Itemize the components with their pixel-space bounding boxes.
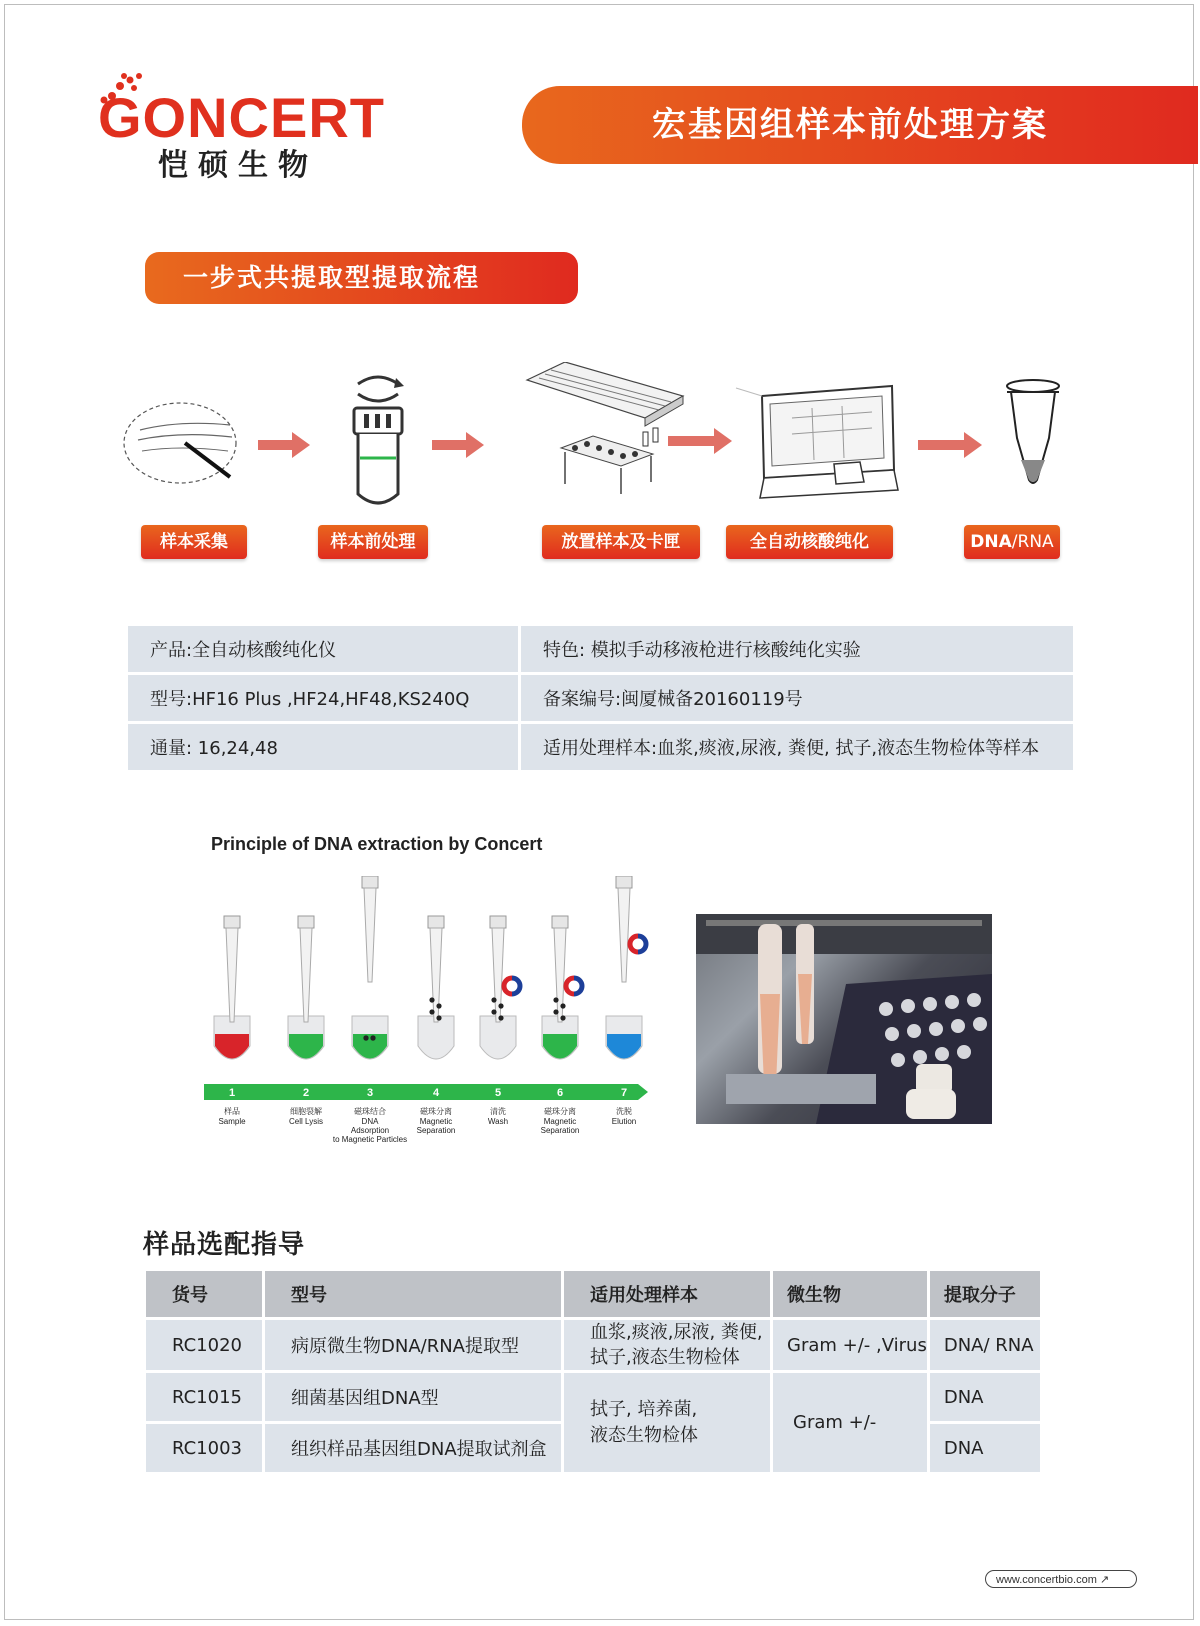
table-row — [145, 1319, 1042, 1372]
cell-microbe: Gram +/- — [772, 1372, 929, 1474]
step-number: 1 — [228, 1087, 236, 1099]
spec-samples: 适用处理样本:血浆,痰液,尿液, 粪便, 拭子,液态生物检体等样本 — [520, 723, 1075, 772]
step-number: 6 — [556, 1087, 564, 1099]
table-row — [128, 674, 1075, 723]
step-en-label: Magnetic — [419, 1117, 453, 1126]
cell-sample — [563, 1372, 772, 1474]
arrow-right-icon — [918, 430, 982, 460]
microcentrifuge-tube-icon — [1003, 378, 1063, 488]
pipette-tip — [300, 928, 312, 1022]
cell-sample-line: 拭子,液态生物检体 — [590, 1347, 740, 1368]
cell-model: 病原微生物DNA/RNA提取型 — [264, 1319, 563, 1372]
company-logo — [98, 70, 388, 190]
product-selection-table — [143, 1268, 1043, 1475]
cell-molecule: DNA — [928, 1372, 1041, 1423]
instrument-photo — [696, 914, 992, 1124]
step-en-label: Sample — [218, 1117, 246, 1126]
step-cn-label: 磁珠结合 — [354, 1107, 386, 1116]
cell-model: 组织样品基因组DNA提取试剂盒 — [264, 1423, 563, 1474]
magnetic-bead — [363, 1035, 368, 1040]
product-spec-table — [128, 626, 1076, 773]
cell-microbe: Gram +/- ,Virus — [772, 1319, 929, 1372]
magnetic-bead — [553, 1009, 558, 1014]
logo-chinese-name: 恺硕生物 — [158, 148, 318, 183]
magnetic-bead — [491, 997, 496, 1002]
website-url-text: www.concertbio.com — [996, 1574, 1097, 1586]
cell-sample-line: 拭子, 培养菌, — [590, 1398, 698, 1420]
principle-title: Principle of DNA extraction by Concert — [211, 834, 543, 854]
table-row — [145, 1372, 1042, 1423]
nucleic-acid-instrument-icon — [732, 378, 912, 500]
principle-step-3 — [333, 876, 407, 1144]
website-url[interactable] — [985, 1570, 1137, 1588]
step-en-label: Cell Lysis — [289, 1117, 323, 1126]
step-label-auto-purification: 全自动核酸纯化 — [726, 525, 893, 559]
step-label-dna: DNA — [970, 532, 1012, 552]
magnetic-bead — [498, 1015, 503, 1020]
tube-liquid — [215, 1034, 249, 1059]
cell-code: RC1003 — [145, 1423, 264, 1474]
magnet-icon — [574, 978, 582, 994]
magnetic-bead — [436, 1003, 441, 1008]
section-title: 一步式共提取型提取流程 — [183, 263, 481, 292]
cell-sample — [563, 1319, 772, 1372]
pipette-tip — [226, 928, 238, 1022]
spec-model: 型号:HF16 Plus ,HF24,HF48,KS240Q — [128, 674, 520, 723]
arrow-right-icon — [432, 430, 484, 460]
pipette-head — [552, 916, 568, 928]
magnetic-bead — [553, 997, 558, 1002]
table-row — [128, 723, 1075, 772]
pipette-photo-illustration — [696, 914, 992, 1124]
tube-liquid — [607, 1034, 641, 1059]
step-cn-label: 磁珠分离 — [544, 1107, 576, 1116]
spec-product: 产品:全自动核酸纯化仪 — [128, 626, 520, 674]
cartridge-rack-icon — [525, 362, 685, 497]
step-number: 2 — [302, 1087, 310, 1099]
arrow-right-icon — [258, 430, 310, 460]
magnetic-bead — [560, 1003, 565, 1008]
magnetic-bead — [491, 1009, 496, 1014]
section-banner — [145, 252, 578, 304]
cell-sample-line: 液态生物检体 — [590, 1424, 698, 1446]
header-microbe: 微生物 — [772, 1270, 929, 1319]
cell-sample-line: 血浆,痰液,尿液, 粪便, — [590, 1322, 763, 1343]
cursor-icon: ↗ — [1099, 1574, 1110, 1586]
magnetic-bead — [429, 997, 434, 1002]
header-sample: 适用处理样本 — [563, 1270, 772, 1319]
extraction-principle-diagram — [196, 876, 656, 1166]
step-number: 4 — [432, 1087, 440, 1099]
pipette-head — [362, 876, 378, 888]
step-en-label: DNA — [361, 1117, 379, 1126]
header-molecule: 提取分子 — [928, 1270, 1041, 1319]
step-en-label: Separation — [416, 1126, 456, 1135]
cell-molecule: DNA — [928, 1423, 1041, 1474]
spec-feature: 特色: 模拟手动移液枪进行核酸纯化实验 — [520, 626, 1075, 674]
principle-step-4 — [417, 916, 456, 1135]
step-cn-label: 清洗 — [490, 1107, 506, 1116]
arrow-right-icon — [668, 426, 732, 456]
tube-liquid — [543, 1034, 577, 1059]
header-model: 型号 — [264, 1270, 563, 1319]
magnetic-bead — [429, 1009, 434, 1014]
table-header-row — [145, 1270, 1042, 1319]
step-en-label: Magnetic — [543, 1117, 577, 1126]
cell-code: RC1020 — [145, 1319, 264, 1372]
step-cn-label: 细胞裂解 — [290, 1107, 322, 1116]
spec-registration: 备案编号:闽厦械备20160119号 — [520, 674, 1075, 723]
progress-band — [204, 1084, 648, 1100]
magnetic-bead — [370, 1035, 375, 1040]
principle-step-6 — [541, 916, 582, 1135]
pipette-head — [616, 876, 632, 888]
step-cn-label: 样品 — [224, 1107, 240, 1116]
step-en-label: Separation — [540, 1126, 580, 1135]
step-label-rna: /RNA — [1011, 532, 1054, 552]
step-en-label: to Magnetic Particles — [332, 1135, 408, 1144]
magnet-icon — [512, 978, 520, 994]
title-banner — [522, 86, 1198, 164]
step-cn-label: 洗脱 — [616, 1107, 632, 1116]
step-en-label: Wash — [487, 1117, 509, 1126]
cell-code: RC1015 — [145, 1372, 264, 1423]
pipette-head — [298, 916, 314, 928]
pipette-tip — [618, 888, 630, 982]
step-label-load-cartridge: 放置样本及卡匣 — [542, 525, 700, 559]
pipette-head — [224, 916, 240, 928]
step-label-dna-rna — [964, 525, 1060, 559]
magnetic-bead — [436, 1015, 441, 1020]
magnetic-bead — [498, 1003, 503, 1008]
tube-liquid — [289, 1034, 323, 1059]
step-number: 3 — [366, 1087, 374, 1099]
step-en-label: Adsorption — [350, 1126, 390, 1135]
magnet-icon — [638, 936, 646, 952]
tube-liquid — [353, 1034, 387, 1059]
step-number: 7 — [620, 1087, 628, 1099]
swab-sample-icon — [120, 395, 250, 495]
header-code: 货号 — [145, 1270, 264, 1319]
pipette-tip — [364, 888, 376, 982]
table-row — [128, 626, 1075, 674]
step-number: 5 — [494, 1087, 502, 1099]
cell-molecule: DNA/ RNA — [928, 1319, 1041, 1372]
step-en-label: Elution — [611, 1117, 637, 1126]
pipette-head — [490, 916, 506, 928]
guide-title: 样品选配指导 — [143, 1230, 306, 1260]
logo-wordmark: GONCERT — [98, 86, 385, 149]
spec-throughput: 通量: 16,24,48 — [128, 723, 520, 772]
magnetic-bead — [560, 1015, 565, 1020]
cell-model: 细菌基因组DNA型 — [264, 1372, 563, 1423]
sample-tube-icon — [348, 372, 408, 512]
step-label-pretreatment: 样本前处理 — [318, 525, 428, 559]
step-label-sample-collection: 样本采集 — [141, 525, 247, 559]
pipette-head — [428, 916, 444, 928]
page-title: 宏基因组样本前处理方案 — [652, 105, 1048, 145]
step-cn-label: 磁珠分离 — [420, 1107, 452, 1116]
